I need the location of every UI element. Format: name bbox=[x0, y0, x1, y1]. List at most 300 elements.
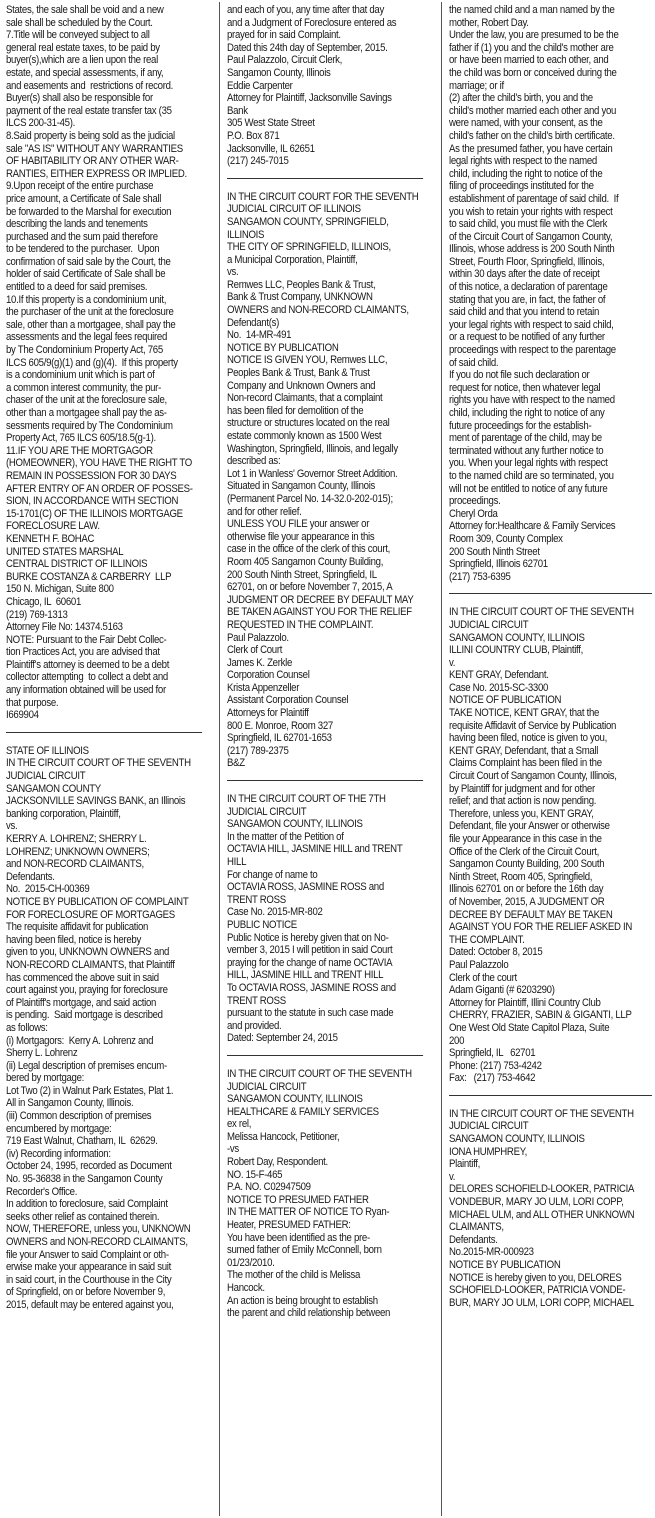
notice-text-line: v. bbox=[449, 1170, 456, 1183]
notice-text-line: Non-record Claimants, that a complaint bbox=[227, 392, 383, 405]
notice-text-line: sale, other than a mortgagee, shall pay the bbox=[6, 318, 176, 331]
notice-text-line: KENT GRAY, Defendant. bbox=[449, 669, 549, 682]
notice-text-line: ment of parentage of the child, may be bbox=[449, 432, 602, 445]
notice-text-line: Buyer(s) shall also be responsible for bbox=[6, 92, 153, 105]
notice-text-line: terminated without any further notice to bbox=[449, 444, 604, 457]
notice-text-line: HEALTHCARE & FAMILY SERVICES bbox=[227, 1105, 379, 1118]
notice-text-line: As the presumed father, you have certain bbox=[449, 142, 613, 155]
notice-text-line: DECREE BY DEFAULT MAY BE TAKEN bbox=[449, 908, 613, 921]
notice-text-line: relief; and that action is now pending. bbox=[449, 795, 597, 808]
notice-text-line: Situated in Sangamon County, Illinois bbox=[227, 480, 376, 493]
notice-text-line: within 30 days after the date of receipt bbox=[449, 268, 600, 281]
notice-text-line: buyer(s),which are a lien upon the real bbox=[6, 54, 158, 67]
notice-text-line: P.A. NO. C02947509 bbox=[227, 1181, 311, 1194]
notice-text-line: Springfield, IL 62701 bbox=[449, 1047, 536, 1060]
notice-text-line: were named, with your consent, as the bbox=[449, 117, 603, 130]
notice-text-line: of Plaintiff's mortgage, and said action bbox=[6, 996, 157, 1009]
notice-text-line: Lot 1 in Wanless' Governor Street Addition. bbox=[227, 467, 398, 480]
notice-text-line: of November, 2015, A JUDGMENT OR bbox=[449, 895, 605, 908]
notice-text-line: IN THE CIRCUIT COURT OF THE 7TH bbox=[227, 793, 386, 806]
notice-text-line: NOW, THEREFORE, unless you, UNKNOWN bbox=[6, 1223, 191, 1236]
notice-text-line: Assistant Corporation Counsel bbox=[227, 694, 349, 707]
notice-text-line: a common interest community, the pur- bbox=[6, 381, 161, 394]
notice-text-line: THE CITY OF SPRINGFIELD, ILLINOIS, bbox=[227, 241, 391, 254]
notice-text-line: 62701, on or before November 7, 2015, A bbox=[227, 581, 393, 594]
legal-notice bbox=[449, 4, 652, 583]
notice-text-line: sessments required by The Condominium bbox=[6, 419, 173, 432]
notice-text-line: SANGAMON COUNTY, SPRINGFIELD, bbox=[227, 215, 389, 228]
notice-text-line: that purpose. bbox=[6, 696, 59, 709]
notice-text-line: to be tendered to the purchaser. Upon bbox=[6, 243, 160, 256]
notice-text-line: Paul Palazzolo, Circuit Clerk, bbox=[227, 54, 343, 67]
notice-text-line: seeks other relief as contained therein. bbox=[6, 1210, 160, 1223]
notice-text-line: is a condominium unit which is part of bbox=[6, 369, 155, 382]
notice-text-line: SION, IN ACCORDANCE WITH SECTION bbox=[6, 495, 179, 508]
notice-text-line: estate, and special assessments, if any, bbox=[6, 66, 164, 79]
notice-text-line: IN THE CIRCUIT COURT OF THE SEVENTH bbox=[227, 1067, 412, 1080]
notice-separator bbox=[227, 178, 423, 179]
notice-text-line: UNITED STATES MARSHAL bbox=[6, 545, 124, 558]
notice-text-line: No. 2015-CH-00369 bbox=[6, 883, 90, 896]
notice-text-line: Sherry L. Lohrenz bbox=[6, 1047, 78, 1060]
notice-text-line: Attorney File No: 14374.5163 bbox=[6, 621, 123, 634]
notice-text-line: the named child and a man named by the bbox=[449, 4, 615, 16]
notice-text-line: Illinois 62701 on or before the 16th day bbox=[449, 883, 604, 896]
notice-text-line: of said child. bbox=[449, 356, 499, 369]
notice-text-line: Hancock. bbox=[227, 1282, 265, 1294]
notice-text-line: and provided. bbox=[227, 1019, 282, 1032]
notice-text-line: BURKE COSTANZA & CARBERRY LLP bbox=[6, 570, 172, 583]
notice-text-line: Ninth Street, Room 405, Springfield, bbox=[449, 870, 593, 883]
notice-text-line: Sangamon County, Illinois bbox=[227, 66, 331, 79]
notice-text-line: Krista Appenzeller bbox=[227, 681, 300, 694]
notice-text-line: KERRY A. LOHRENZ; SHERRY L. bbox=[6, 833, 147, 845]
notice-separator bbox=[6, 732, 202, 733]
notice-text-line: Springfield, IL 62701-1653 bbox=[227, 732, 332, 745]
notice-text-line: Defendants. bbox=[449, 1233, 498, 1246]
notice-text-line: and NON-RECORD CLAIMANTS, bbox=[6, 858, 144, 871]
notice-text-line: file your Appearance in this case in the bbox=[449, 833, 602, 845]
notice-text-line: 2015, default may be entered against you, bbox=[6, 1298, 174, 1311]
notice-text-line: SANGAMON COUNTY, ILLINOIS bbox=[449, 631, 585, 644]
notice-text-line: court against you, praying for foreclosure bbox=[6, 984, 168, 997]
notice-text-line: entitled to a deed for said premises. bbox=[6, 281, 148, 294]
notice-text-line: 11.IF YOU ARE THE MORTGAGOR bbox=[6, 444, 153, 457]
notice-text-line: marriage; or if bbox=[449, 79, 504, 92]
notice-text-line: BUR, MARY JO ULM, LORI COPP, MICHAEL bbox=[449, 1296, 634, 1309]
notice-text-line: 719 East Walnut, Chatham, IL 62629. bbox=[6, 1135, 158, 1148]
notice-text-line: TRENT ROSS bbox=[227, 994, 286, 1007]
notice-text-line: and a Judgment of Foreclosure entered as bbox=[227, 16, 397, 29]
notice-text-line: Defendants. bbox=[6, 870, 55, 883]
notice-text-line: PUBLIC NOTICE bbox=[227, 918, 297, 931]
notice-text-line: (iii) Common description of premises bbox=[6, 1110, 152, 1123]
notice-text-line: described as: bbox=[227, 455, 281, 468]
notice-text-line: NOTICE BY PUBLICATION bbox=[449, 1259, 561, 1271]
notice-text-line: Springfield, Illinois 62701 bbox=[449, 558, 548, 571]
notice-text-line: Clerk of Court bbox=[227, 644, 283, 657]
notice-text-line: NO. 15-F-465 bbox=[227, 1168, 283, 1181]
notice-text-line: If you do not file such declaration or bbox=[449, 369, 590, 382]
notice-text-line: REMAIN IN POSSESSION FOR 30 DAYS bbox=[6, 469, 177, 482]
notice-text-line: Adam Giganti (# 6203290) bbox=[449, 984, 555, 997]
notice-text-line: The mother of the child is Melissa bbox=[227, 1269, 361, 1282]
notice-text-line: Attorney for Plaintiff, Illini Country Club bbox=[449, 996, 601, 1009]
notice-text-line: and each of you, any time after that day bbox=[227, 4, 384, 16]
notice-text-line: vs. bbox=[6, 820, 18, 833]
notice-text-line: October 24, 1995, recorded as Document bbox=[6, 1160, 172, 1173]
notice-text-line: Office of the Clerk of the Circuit Court, bbox=[449, 845, 600, 858]
notice-text-line: the child was born or conceived during the bbox=[449, 66, 617, 79]
notice-text-line: Dated: October 8, 2015 bbox=[449, 946, 543, 959]
notice-text-line: structure or structures located on the real bbox=[227, 417, 390, 430]
notice-text-line: in said court, in the Courthouse in the City bbox=[6, 1273, 172, 1286]
notice-text-line: TAKE NOTICE, KENT GRAY, that the bbox=[449, 707, 600, 720]
notice-text-line: In addition to foreclosure, said Complaint bbox=[6, 1198, 168, 1211]
notice-text-line: IN THE CIRCUIT COURT OF THE SEVENTH bbox=[449, 606, 634, 619]
notice-text-line: No. 14-MR-491 bbox=[227, 329, 292, 342]
notice-text-line: One West Old State Capitol Plaza, Suite bbox=[449, 1021, 610, 1034]
column-divider bbox=[219, 2, 220, 1516]
legal-notice bbox=[449, 606, 652, 1085]
notice-text-line: Dated: September 24, 2015 bbox=[227, 1032, 338, 1045]
notice-text-line: 8.Said property is being sold as the judicial bbox=[6, 129, 175, 142]
notice-text-line: Defendant(s) bbox=[227, 316, 280, 329]
notice-text-line: of Springfield, on or before November 9, bbox=[6, 1286, 166, 1299]
notice-text-line: the parent and child relationship between bbox=[227, 1307, 391, 1320]
notice-text-line: THE COMPLAINT. bbox=[449, 933, 525, 946]
notice-text-line: NOTICE BY PUBLICATION OF COMPLAINT bbox=[6, 895, 189, 908]
notice-text-line: IN THE CIRCUIT COURT OF THE SEVENTH bbox=[6, 757, 191, 770]
notice-text-line: 9.Upon receipt of the entire purchase bbox=[6, 180, 154, 193]
notice-text-line: FOR FORECLOSURE OF MORTGAGES bbox=[6, 908, 175, 921]
notice-text-line: ex rel, bbox=[227, 1118, 252, 1131]
notice-text-line: OWNERS and NON-RECORD CLAIMANTS, bbox=[227, 304, 409, 317]
notice-text-line: 01/23/2010. bbox=[227, 1256, 275, 1269]
notice-text-line: assessments and the legal fees required bbox=[6, 331, 168, 344]
notice-text-line: NOTICE IS GIVEN YOU, Remwes LLC, bbox=[227, 354, 388, 367]
notice-text-line: mother, Robert Day. bbox=[449, 16, 529, 29]
notice-text-line: as follows: bbox=[6, 1021, 48, 1034]
notice-text-line: OWNERS and NON-RECORD CLAIMANTS, bbox=[6, 1236, 188, 1248]
notice-text-line: is pending. Said mortgage is described bbox=[6, 1009, 163, 1022]
notice-text-line: OF HABITABILITY OR ANY OTHER WAR- bbox=[6, 155, 179, 168]
notice-text-line: All in Sangamon County, Illinois. bbox=[6, 1097, 134, 1110]
notice-text-line: confirmation of said sale by the Court, the bbox=[6, 255, 171, 268]
notice-text-line: Circuit Court of Sangamon County, Illinois, bbox=[449, 770, 617, 783]
notice-text-line: To OCTAVIA ROSS, JASMINE ROSS and bbox=[227, 981, 396, 994]
notice-text-line: MICHAEL ULM, and ALL OTHER UNKNOWN bbox=[449, 1208, 635, 1221]
notice-text-line: filing of proceedings instituted for the bbox=[449, 180, 594, 193]
notice-text-line: 150 N. Michigan, Suite 800 bbox=[6, 583, 114, 596]
notice-separator bbox=[227, 1055, 423, 1056]
column-3 bbox=[449, 4, 652, 1309]
notice-text-line: 800 E. Monroe, Room 327 bbox=[227, 719, 333, 732]
notice-text-line: (217) 753-6395 bbox=[449, 570, 511, 583]
notice-text-line: JUDICIAL CIRCUIT bbox=[449, 618, 529, 631]
notice-text-line: Illinois, whose address is 200 South Ninth bbox=[449, 243, 615, 256]
notice-text-line: praying for the change of name OCTAVIA bbox=[227, 956, 393, 969]
notice-text-line: tion Practices Act, you are advised that bbox=[6, 646, 160, 659]
notice-text-line: having been filed, notice is given to you, bbox=[449, 732, 607, 745]
notice-text-line: Under the law, you are presumed to be the bbox=[449, 29, 619, 42]
notice-text-line: Therefore, unless you, KENT GRAY, bbox=[449, 807, 594, 820]
notice-text-line: Bank & Trust Company, UNKNOWN bbox=[227, 291, 373, 304]
legal-notice bbox=[6, 745, 202, 1312]
notice-text-line: JUDGMENT OR DECREE BY DEFAULT MAY bbox=[227, 593, 414, 606]
notice-text-line: by The Condominium Property Act, 765 bbox=[6, 344, 163, 357]
notice-text-line: 305 West State Street bbox=[227, 117, 315, 130]
notice-text-line: otherwise file your appearance in this bbox=[227, 530, 375, 543]
notice-text-line: Robert Day, Respondent. bbox=[227, 1156, 328, 1169]
notice-text-line: SCHOFIELD-LOOKER, PATRICIA VONDE- bbox=[449, 1284, 626, 1297]
notice-text-line: -vs bbox=[227, 1143, 239, 1156]
notice-text-line: OCTAVIA HILL, JASMINE HILL and TRENT bbox=[227, 843, 403, 856]
notice-text-line: JUDICIAL CIRCUIT OF ILLINOIS bbox=[227, 203, 361, 216]
notice-text-line: JUDICIAL CIRCUIT bbox=[227, 805, 307, 818]
notice-text-line: a Municipal Corporation, Plaintiff, bbox=[227, 253, 358, 266]
legal-notice bbox=[449, 1108, 652, 1310]
notice-text-line: purchased and the sum paid therefore bbox=[6, 230, 158, 243]
notice-text-line: SANGAMON COUNTY bbox=[6, 782, 101, 795]
notice-text-line: Recorder's Office. bbox=[6, 1185, 78, 1198]
notice-text-line: Melissa Hancock, Petitioner, bbox=[227, 1130, 340, 1143]
notice-text-line: requisite Affidavit of Service by Publication bbox=[449, 719, 617, 732]
notice-text-line: (217) 245-7015 bbox=[227, 155, 289, 168]
notice-text-line: ILLINOIS bbox=[227, 228, 265, 241]
notice-text-line: Sangamon County Building, 200 South bbox=[449, 858, 605, 871]
notice-text-line: Claims Complaint has been filed in the bbox=[449, 757, 602, 770]
notice-text-line: No. 95-36838 in the Sangamon County bbox=[6, 1173, 163, 1186]
notice-text-line: RANTIES, EITHER EXPRESS OR IMPLIED. bbox=[6, 167, 187, 180]
notice-text-line: Fax: (217) 753-4642 bbox=[449, 1072, 536, 1085]
column-2 bbox=[227, 4, 423, 1320]
notice-text-line: Plaintiff, bbox=[449, 1158, 481, 1171]
notice-text-line: Peoples Bank & Trust, Bank & Trust bbox=[227, 367, 370, 380]
notice-text-line: describing the lands and tenements bbox=[6, 218, 148, 231]
notice-text-line: KENT GRAY, Defendant, that a Small bbox=[449, 744, 599, 757]
notice-text-line: Room 405 Sangamon County Building, bbox=[227, 555, 384, 568]
notice-text-line: Company and Unknown Owners and bbox=[227, 379, 376, 392]
notice-text-line: NOTE: Pursuant to the Fair Debt Collec- bbox=[6, 633, 167, 646]
notice-text-line: legal rights with respect to the named bbox=[449, 155, 597, 168]
notice-text-line: proceedings. bbox=[449, 495, 501, 508]
notice-text-line: child's father on the child's birth certificate. bbox=[449, 129, 615, 142]
notice-text-line: by Plaintiff for judgment and for other bbox=[449, 782, 595, 795]
notice-text-line: v. bbox=[449, 656, 456, 669]
notice-text-line: IN THE CIRCUIT COURT OF THE SEVENTH bbox=[449, 1107, 634, 1120]
notice-text-line: said child and that you intend to retain bbox=[449, 306, 600, 319]
notice-separator bbox=[227, 780, 423, 781]
notice-text-line: TRENT ROSS bbox=[227, 893, 286, 906]
notice-text-line: holder of said Certificate of Sale shall be bbox=[6, 268, 166, 281]
notice-text-line: Washington, Springfield, Illinois, and legally bbox=[227, 442, 398, 455]
notice-text-line: IN THE CIRCUIT COURT FOR THE SEVENTH bbox=[227, 190, 419, 203]
notice-text-line: Corporation Counsel bbox=[227, 669, 310, 682]
notice-text-line: P.O. Box 871 bbox=[227, 129, 280, 142]
notice-text-line: AGAINST YOU FOR THE RELIEF ASKED IN bbox=[449, 921, 633, 934]
notice-text-line: (ii) Legal description of premises encum- bbox=[6, 1059, 167, 1072]
notice-text-line: child, including the right to notice of any bbox=[449, 407, 605, 419]
notice-text-line: SANGAMON COUNTY, ILLINOIS bbox=[227, 1093, 363, 1106]
notice-text-line: 200 South Ninth Street bbox=[449, 545, 540, 558]
notice-text-line: Dated this 24th day of September, 2015. bbox=[227, 41, 388, 54]
notice-text-line: you wish to retain your rights with respect bbox=[449, 205, 613, 218]
notice-text-line: Chicago, IL 60601 bbox=[6, 595, 82, 608]
notice-text-line: Street, Fourth Floor, Springfield, Illinois, bbox=[449, 255, 605, 268]
notice-text-line: stating that you are, in fact, the father of bbox=[449, 293, 606, 306]
notice-text-line: Attorney for:Healthcare & Family Services bbox=[449, 520, 616, 533]
notice-text-line: No.2015-MR-000923 bbox=[449, 1246, 534, 1259]
notice-text-line: NON-RECORD CLAIMANTS, that Plaintiff bbox=[6, 958, 175, 971]
notice-text-line: child, including the right to notice of the bbox=[449, 167, 603, 180]
notice-text-line: BE TAKEN AGAINST YOU FOR THE RELIEF bbox=[227, 606, 412, 619]
notice-text-line: NOTICE BY PUBLICATION bbox=[227, 341, 339, 354]
notice-text-line: I669904 bbox=[6, 709, 39, 722]
legal-notice bbox=[6, 4, 202, 722]
notice-text-line: collector attempting to collect a debt and bbox=[6, 671, 168, 684]
notice-text-line: payment of the real estate transfer tax (35 bbox=[6, 104, 172, 117]
notice-text-line: Lot Two (2) in Walnut Park Estates, Plat 1. bbox=[6, 1084, 174, 1097]
notice-text-line: rights you have with respect to the named bbox=[449, 394, 615, 407]
legal-notice bbox=[227, 793, 423, 1045]
notice-text-line: UNLESS YOU FILE your answer or bbox=[227, 518, 370, 531]
notice-text-line: Eddie Carpenter bbox=[227, 79, 293, 92]
notice-text-line: 200 bbox=[449, 1034, 465, 1047]
notice-text-line: JUDICIAL CIRCUIT bbox=[6, 770, 86, 783]
notice-text-line: Attorney for Plaintiff, Jacksonville Savings bbox=[227, 92, 392, 105]
notice-text-line: of the Circuit Court of Sangamon County, bbox=[449, 230, 613, 243]
column-divider bbox=[441, 2, 442, 1516]
notice-text-line: SANGAMON COUNTY, ILLINOIS bbox=[449, 1133, 585, 1146]
notice-text-line: HILL bbox=[227, 856, 247, 868]
notice-text-line: Plaintiff's attorney is deemed to be a debt bbox=[6, 658, 170, 671]
notice-text-line: file your Answer to said Complaint or oth- bbox=[6, 1248, 169, 1261]
legal-notice bbox=[227, 4, 423, 168]
notice-text-line: CENTRAL DISTRICT OF ILLINOIS bbox=[6, 558, 148, 571]
notice-text-line: sumed father of Emily McConnell, born bbox=[227, 1244, 382, 1257]
notice-text-line: Room 309, County Complex bbox=[449, 532, 563, 545]
notice-text-line: having been filed, notice is hereby bbox=[6, 933, 141, 946]
notice-text-line: (Permanent Parcel No. 14-32.0-202-015); bbox=[227, 492, 393, 505]
notice-text-line: sale shall be scheduled by the Court. bbox=[6, 16, 153, 29]
notice-text-line: or a request to be notified of any further bbox=[449, 331, 605, 344]
notice-text-line: erwise make your appearance in said suit bbox=[6, 1261, 171, 1274]
notice-text-line: (iv) Recording information: bbox=[6, 1147, 111, 1160]
notice-text-line: case in the office of the clerk of this court, bbox=[227, 543, 390, 556]
notice-text-line: STATE OF ILLINOIS bbox=[6, 744, 89, 757]
notice-text-line: James K. Zerkle bbox=[227, 656, 292, 669]
notice-text-line: request for notice, then whatever legal bbox=[449, 381, 601, 394]
notice-text-line: 10.If this property is a condominium unit, bbox=[6, 293, 167, 306]
notice-text-line: 15-1701(C) OF THE ILLINOIS MORTGAGE bbox=[6, 507, 183, 520]
notice-text-line: father if (1) you and the child's mother are bbox=[449, 41, 614, 54]
notice-text-line: Jacksonville, IL 62651 bbox=[227, 142, 315, 155]
notice-text-line: Paul Palazzolo. bbox=[227, 631, 289, 644]
notice-text-line: will not be entitled to notice of any future bbox=[449, 482, 608, 495]
legal-notice bbox=[227, 191, 423, 770]
notice-text-line: bered by mortgage: bbox=[6, 1072, 85, 1085]
notice-text-line: child's mother married each other and you bbox=[449, 104, 617, 117]
notice-text-line: The requisite affidavit for publication bbox=[6, 921, 149, 934]
notice-text-line: Cheryl Orda bbox=[449, 507, 498, 520]
notice-text-line: Paul Palazzolo bbox=[449, 958, 509, 971]
notice-text-line: FORECLOSURE LAW. bbox=[6, 520, 100, 533]
notice-text-line: You have been identified as the pre- bbox=[227, 1231, 370, 1244]
notice-text-line: An action is being brought to establish bbox=[227, 1294, 378, 1307]
notice-text-line: proceedings with respect to the parentage bbox=[449, 344, 616, 357]
notice-text-line: KENNETH F. BOHAC bbox=[6, 532, 95, 545]
notice-text-line: given to you, UNKNOWN OWNERS and bbox=[6, 946, 170, 959]
notice-text-line: NOTICE OF PUBLICATION bbox=[449, 694, 562, 707]
notice-text-line: vember 3, 2015 I will petition in said Court bbox=[227, 944, 393, 957]
notice-text-line: estate commonly known as 1500 West bbox=[227, 430, 382, 442]
notice-text-line: (217) 789-2375 bbox=[227, 744, 289, 757]
notice-text-line: VONDEBUR, MARY JO ULM, LORI COPP, bbox=[449, 1196, 624, 1209]
notice-text-line: HILL, JASMINE HILL and TRENT HILL bbox=[227, 969, 384, 982]
notice-text-line: prayed for in said Complaint. bbox=[227, 29, 341, 42]
notice-text-line: Clerk of the court bbox=[449, 971, 517, 984]
notice-text-line: Heater, PRESUMED FATHER: bbox=[227, 1219, 351, 1232]
notice-text-line: JACKSONVILLE SAVINGS BANK, an Illinois bbox=[6, 795, 186, 808]
notice-text-line: and for other relief. bbox=[227, 505, 302, 518]
notice-text-line: CHERRY, FRAZIER, SABIN & GIGANTI, LLP bbox=[449, 1009, 632, 1022]
notice-text-line: or have been married to each other, and bbox=[449, 54, 609, 67]
notice-text-line: NOTICE TO PRESUMED FATHER bbox=[227, 1193, 369, 1206]
notice-text-line: has been filed for demolition of the bbox=[227, 404, 364, 417]
notice-text-line: Phone: (217) 753-4242 bbox=[449, 1059, 542, 1072]
notice-text-line: JUDICIAL CIRCUIT bbox=[227, 1080, 307, 1093]
notice-text-line: other than a mortgagee shall pay the as- bbox=[6, 407, 167, 419]
notice-text-line: AFTER ENTRY OF AN ORDER OF POSSES- bbox=[6, 482, 193, 495]
notice-text-line: chaser of the unit at the foreclosure sale, bbox=[6, 394, 167, 407]
notice-text-line: (HOMEOWNER), YOU HAVE THE RIGHT TO bbox=[6, 457, 192, 470]
notice-text-line: future proceedings for the establish- bbox=[449, 419, 592, 432]
notice-text-line: ILLINI COUNTRY CLUB, Plaintiff, bbox=[449, 644, 583, 657]
notice-text-line: Remwes LLC, Peoples Bank & Trust, bbox=[227, 278, 376, 291]
notice-text-line: the purchaser of the unit at the foreclosure bbox=[6, 306, 174, 319]
notice-text-line: NOTICE is hereby given to you, DELORES bbox=[449, 1271, 622, 1284]
notice-text-line: sale "AS IS" WITHOUT ANY WARRANTIES bbox=[6, 142, 183, 155]
notice-text-line: For change of name to bbox=[227, 868, 318, 881]
notice-text-line: DELORES SCHOFIELD-LOOKER, PATRICIA bbox=[449, 1183, 635, 1196]
notice-text-line: price amount, a Certificate of Sale shall bbox=[6, 192, 162, 205]
notice-separator bbox=[449, 1095, 652, 1096]
notice-text-line: be forwarded to the Marshal for execution bbox=[6, 205, 172, 218]
notice-text-line: (219) 769-1313 bbox=[6, 608, 68, 621]
notice-text-line: Property Act, 765 ILCS 605/18.5(g-1). bbox=[6, 432, 156, 445]
notice-text-line: encumbered by mortgage: bbox=[6, 1122, 112, 1135]
notice-separator bbox=[449, 593, 652, 594]
notice-text-line: vs. bbox=[227, 266, 239, 279]
notice-text-line: (2) after the child's birth, you and the bbox=[449, 92, 593, 105]
notice-text-line: of this notice, a declaration of parentage bbox=[449, 281, 608, 294]
notice-text-line: and easements and restrictions of record. bbox=[6, 79, 174, 92]
notice-text-line: ILCS 200-31-45). bbox=[6, 117, 75, 130]
column-1 bbox=[6, 4, 202, 1312]
notice-text-line: REQUESTED IN THE COMPLAINT. bbox=[227, 618, 374, 631]
notice-text-line: Case No. 2015-SC-3300 bbox=[449, 681, 549, 694]
legal-notice bbox=[227, 1068, 423, 1320]
notice-text-line: pursuant to the statute in such case made bbox=[227, 1007, 394, 1020]
notice-text-line: banking corporation, Plaintiff, bbox=[6, 807, 121, 820]
notice-text-line: general real estate taxes, to be paid by bbox=[6, 41, 160, 54]
notice-text-line: any information obtained will be used for bbox=[6, 684, 166, 697]
notice-text-line: States, the sale shall be void and a new bbox=[6, 4, 164, 16]
notice-text-line: to the named child are so terminated, you bbox=[449, 469, 614, 482]
notice-text-line: Bank bbox=[227, 104, 248, 117]
notice-text-line: JUDICIAL CIRCUIT bbox=[449, 1120, 529, 1133]
